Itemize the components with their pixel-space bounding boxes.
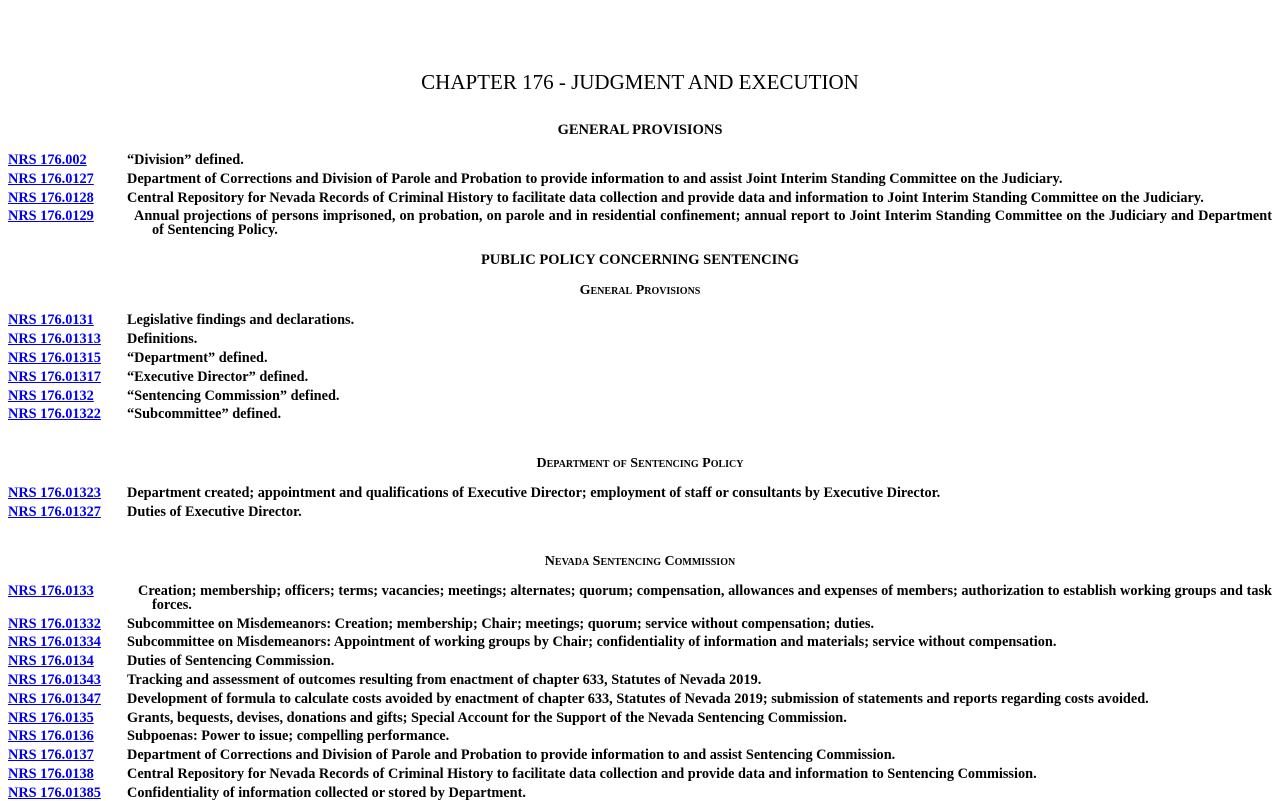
entry-description: Subcommittee on Misdemeanors: Appointment of working groups by Chair; confidentiality of information and materials; service without compensation. <box>127 634 1057 650</box>
entry-description: “Executive Director” defined. <box>127 369 309 385</box>
toc-entry <box>8 654 1272 668</box>
section-heading-general-provisions: GENERAL PROVISIONS <box>557 122 723 138</box>
nrs-link[interactable]: NRS 176.0129 <box>8 208 94 224</box>
toc-entry <box>8 153 1272 167</box>
entry-description: “Division” defined. <box>127 152 244 168</box>
entry-description: Department of Corrections and Division of Parole and Probation to provide information to and assist Sentencing Commission. <box>127 747 896 763</box>
section-heading-public-policy: PUBLIC POLICY CONCERNING SENTENCING <box>480 252 800 268</box>
toc-entry <box>8 692 1272 706</box>
entry-description: Central Repository for Nevada Records of Criminal History to facilitate data collection and provide data and information to Sentencing Commission. <box>127 766 1037 782</box>
nrs-link[interactable]: NRS 176.01323 <box>8 485 101 501</box>
toc-entry <box>8 673 1272 687</box>
nrs-link[interactable]: NRS 176.0132 <box>8 388 94 404</box>
nrs-link[interactable]: NRS 176.01385 <box>8 785 101 801</box>
toc-entry <box>8 313 1272 327</box>
subheading-commission: Nevada Sentencing Commission <box>544 554 736 569</box>
toc-entry <box>8 370 1272 384</box>
toc-entry <box>8 729 1272 743</box>
toc-entry <box>8 172 1272 186</box>
entry-description: “Department” defined. <box>127 350 268 366</box>
nrs-link[interactable]: NRS 176.0131 <box>8 312 94 328</box>
entry-description: Legislative findings and declarations. <box>127 312 355 328</box>
toc-entry <box>8 332 1272 346</box>
entry-description: Tracking and assessment of outcomes resulting from enactment of chapter 633, Statutes of Nevada 2019. <box>127 672 762 688</box>
nrs-link[interactable]: NRS 176.0127 <box>8 171 94 187</box>
entry-description: Creation; membership; officers; terms; vacancies; meetings; alternates; quorum; compensation, allowances and expenses of members; authorization to establish working groups and task forces. <box>138 583 1272 613</box>
nrs-link[interactable]: NRS 176.01317 <box>8 369 101 385</box>
entry-description: Subpoenas: Power to issue; compelling performance. <box>127 728 450 744</box>
nrs-link[interactable]: NRS 176.0135 <box>8 710 94 726</box>
toc-entry <box>8 191 1272 205</box>
nrs-link[interactable]: NRS 176.01343 <box>8 672 101 688</box>
nrs-link[interactable]: NRS 176.01313 <box>8 331 101 347</box>
entry-description: Confidentiality of information collected or stored by Department. <box>127 785 526 801</box>
nrs-link[interactable]: NRS 176.01334 <box>8 634 101 650</box>
entry-description: Central Repository for Nevada Records of Criminal History to facilitate data collection and provide data and information to Joint Interim Standing Committee on the Judiciary. <box>127 190 1204 206</box>
entry-description: Department of Corrections and Division of Parole and Probation to provide information to and assist Joint Interim Standing Committee on the Judiciary. <box>127 171 1063 187</box>
nrs-link[interactable]: NRS 176.002 <box>8 152 87 168</box>
toc-entry <box>8 486 1272 500</box>
nrs-link[interactable]: NRS 176.01347 <box>8 691 101 707</box>
entry-description: Development of formula to calculate costs avoided by enactment of chapter 633, Statutes of Nevada 2019; submission of statements and reports regarding costs avoided. <box>127 691 1149 707</box>
nrs-link[interactable]: NRS 176.0134 <box>8 653 94 669</box>
entry-description: “Subcommittee” defined. <box>127 406 282 422</box>
entry-description: Duties of Executive Director. <box>127 504 302 520</box>
nrs-link[interactable]: NRS 176.0137 <box>8 747 94 763</box>
nrs-link[interactable]: NRS 176.01322 <box>8 406 101 422</box>
nrs-link[interactable]: NRS 176.0136 <box>8 728 94 744</box>
toc-entry <box>8 209 1272 237</box>
entry-description: Grants, bequests, devises, donations and gifts; Special Account for the Support of the Nevada Sentencing Commission. <box>127 710 847 726</box>
toc-entry <box>8 351 1272 365</box>
entry-description: Subcommittee on Misdemeanors: Creation; membership; Chair; meetings; quorum; service without compensation; duties. <box>127 616 875 632</box>
chapter-title: CHAPTER 176 - JUDGMENT AND EXECUTION <box>421 70 859 94</box>
toc-entry <box>8 584 1272 612</box>
nrs-link[interactable]: NRS 176.01332 <box>8 616 101 632</box>
toc-entry <box>8 767 1272 781</box>
toc-entry <box>8 617 1272 631</box>
toc-entry <box>8 389 1272 403</box>
entry-description: Definitions. <box>127 331 198 347</box>
nrs-link[interactable]: NRS 176.01327 <box>8 504 101 520</box>
subheading-department: Department of Sentencing Policy <box>536 456 744 471</box>
entry-description: Department created; appointment and qualifications of Executive Director; employment of staff or consultants by Executive Director. <box>127 485 941 501</box>
subheading-general-provisions: General Provisions <box>579 283 701 298</box>
toc-entry <box>8 748 1272 762</box>
nrs-link[interactable]: NRS 176.0133 <box>8 583 94 599</box>
entry-description: “Sentencing Commission” defined. <box>127 388 340 404</box>
entry-description: Duties of Sentencing Commission. <box>127 653 335 669</box>
toc-entry <box>8 505 1272 519</box>
nrs-link[interactable]: NRS 176.01315 <box>8 350 101 366</box>
nrs-link[interactable]: NRS 176.0128 <box>8 190 94 206</box>
toc-entry <box>8 407 1272 421</box>
toc-entry <box>8 711 1272 725</box>
entry-description: Annual projections of persons imprisoned, on probation, on parole and in residential confinement; annual report to Joint Interim Standing Committee on the Judiciary and Department of Sentencing Policy. <box>134 208 1272 238</box>
nrs-link[interactable]: NRS 176.0138 <box>8 766 94 782</box>
toc-entry <box>8 786 1272 800</box>
toc-entry <box>8 635 1272 649</box>
